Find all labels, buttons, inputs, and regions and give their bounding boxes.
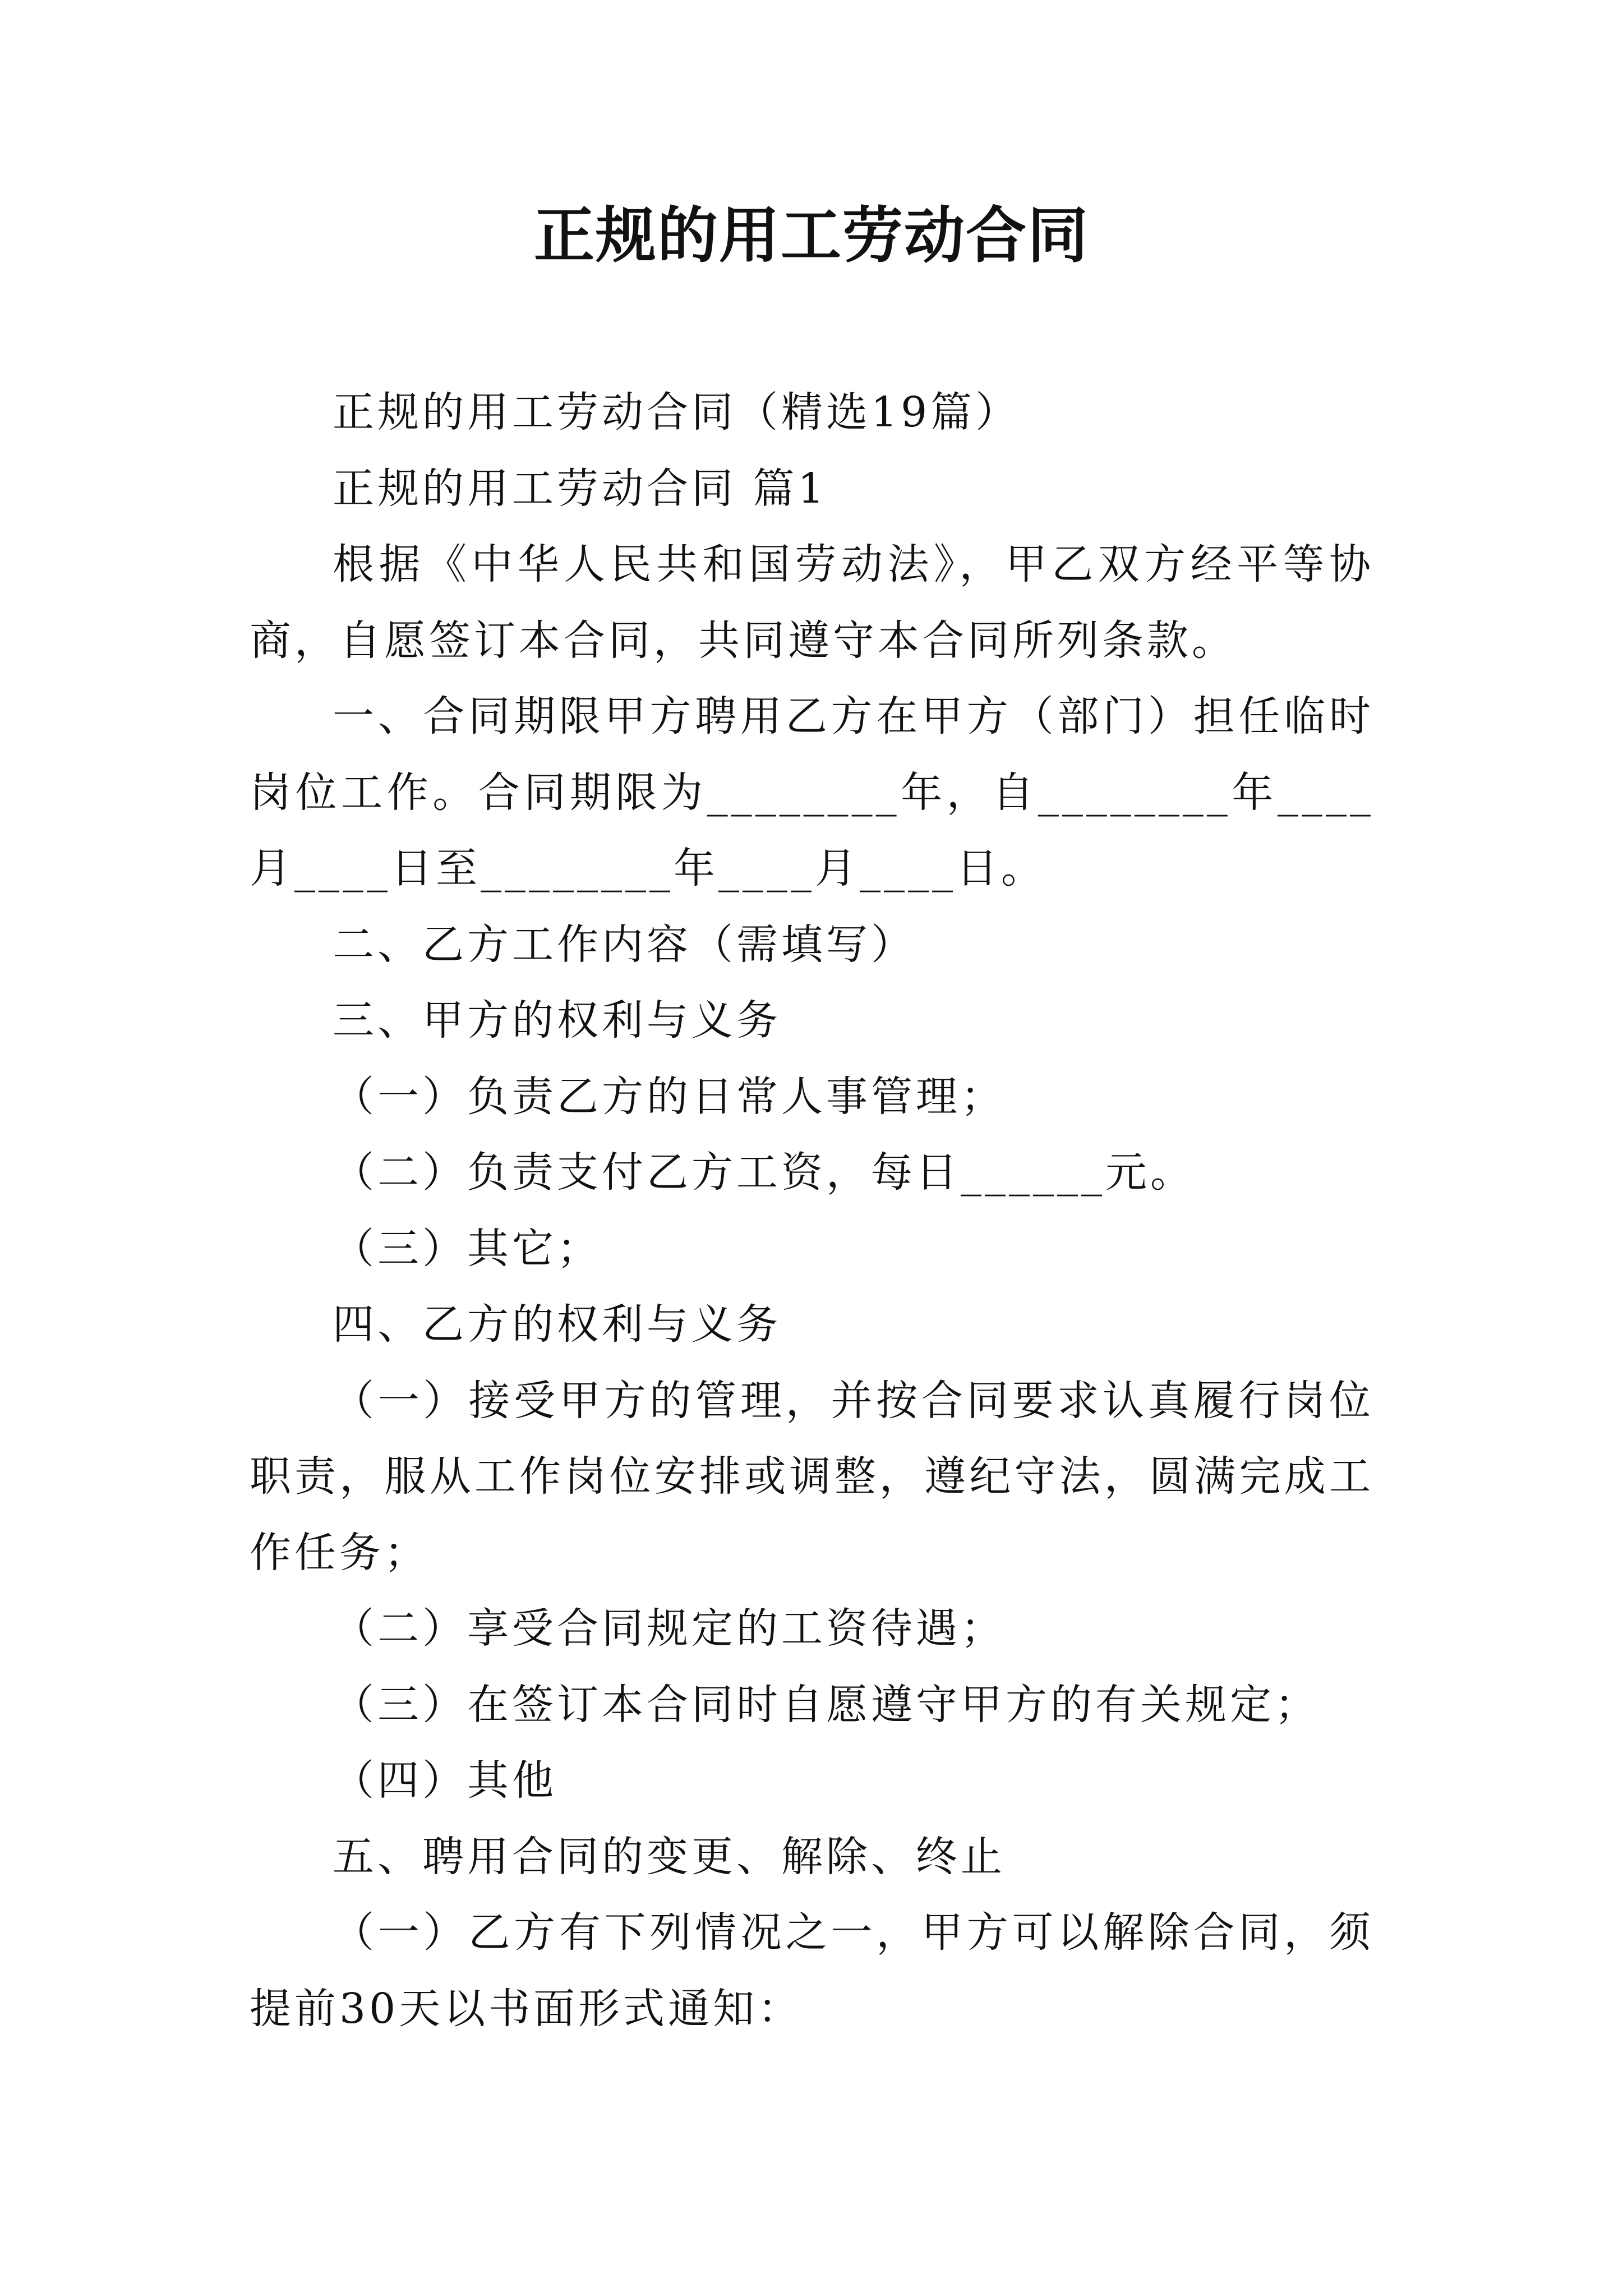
paragraph-clause-4-item-1: （一）接受甲方的管理，并按合同要求认真履行岗位职责，服从工作岗位安排或调整，遵纪守法，圆满完成工作任务； [250,1376,1374,1577]
paragraph-clause-3-item-2: （二）负责支付乙方工资，每日______元。 [333,1148,1195,1197]
paragraph-clause-1-term: 一、合同期限甲方聘用乙方在甲方（部门）担任临时岗位工作。合同期限为________年，自________年____月____日至________年____月____日。 [250,692,1374,892]
paragraph-subtitle: 正规的用工劳动合同（精选19篇） [333,388,1021,436]
paragraph-section-heading: 正规的用工劳动合同 篇1 [333,464,828,513]
paragraph-clause-4-item-3: （三）在签订本合同时自愿遵守甲方的有关规定； [333,1680,1320,1729]
paragraph-clause-3: 三、甲方的权利与义务 [333,996,781,1045]
document-title: 正规的用工劳动合同 [533,200,1089,271]
paragraph-clause-5: 五、聘用合同的变更、解除、终止 [333,1832,1006,1881]
paragraph-preamble: 根据《中华人民共和国劳动法》，甲乙双方经平等协商，自愿签订本合同，共同遵守本合同所列条款。 [250,540,1374,665]
paragraph-clause-3-item-1: （一）负责乙方的日常人事管理； [333,1072,1006,1121]
paragraph-clause-4-item-2: （二）享受合同规定的工资待遇； [333,1604,1006,1653]
paragraph-clause-4: 四、乙方的权利与义务 [333,1300,781,1349]
paragraph-clause-4-item-4: （四）其他 [333,1756,557,1805]
paragraph-clause-2: 二、乙方工作内容（需填写） [333,920,916,969]
paragraph-clause-5-item-1: （一）乙方有下列情况之一，甲方可以解除合同，须提前30天以书面形式通知： [250,1908,1374,2033]
document-body [250,375,1374,2047]
paragraph-clause-3-item-3: （三）其它； [333,1224,602,1273]
